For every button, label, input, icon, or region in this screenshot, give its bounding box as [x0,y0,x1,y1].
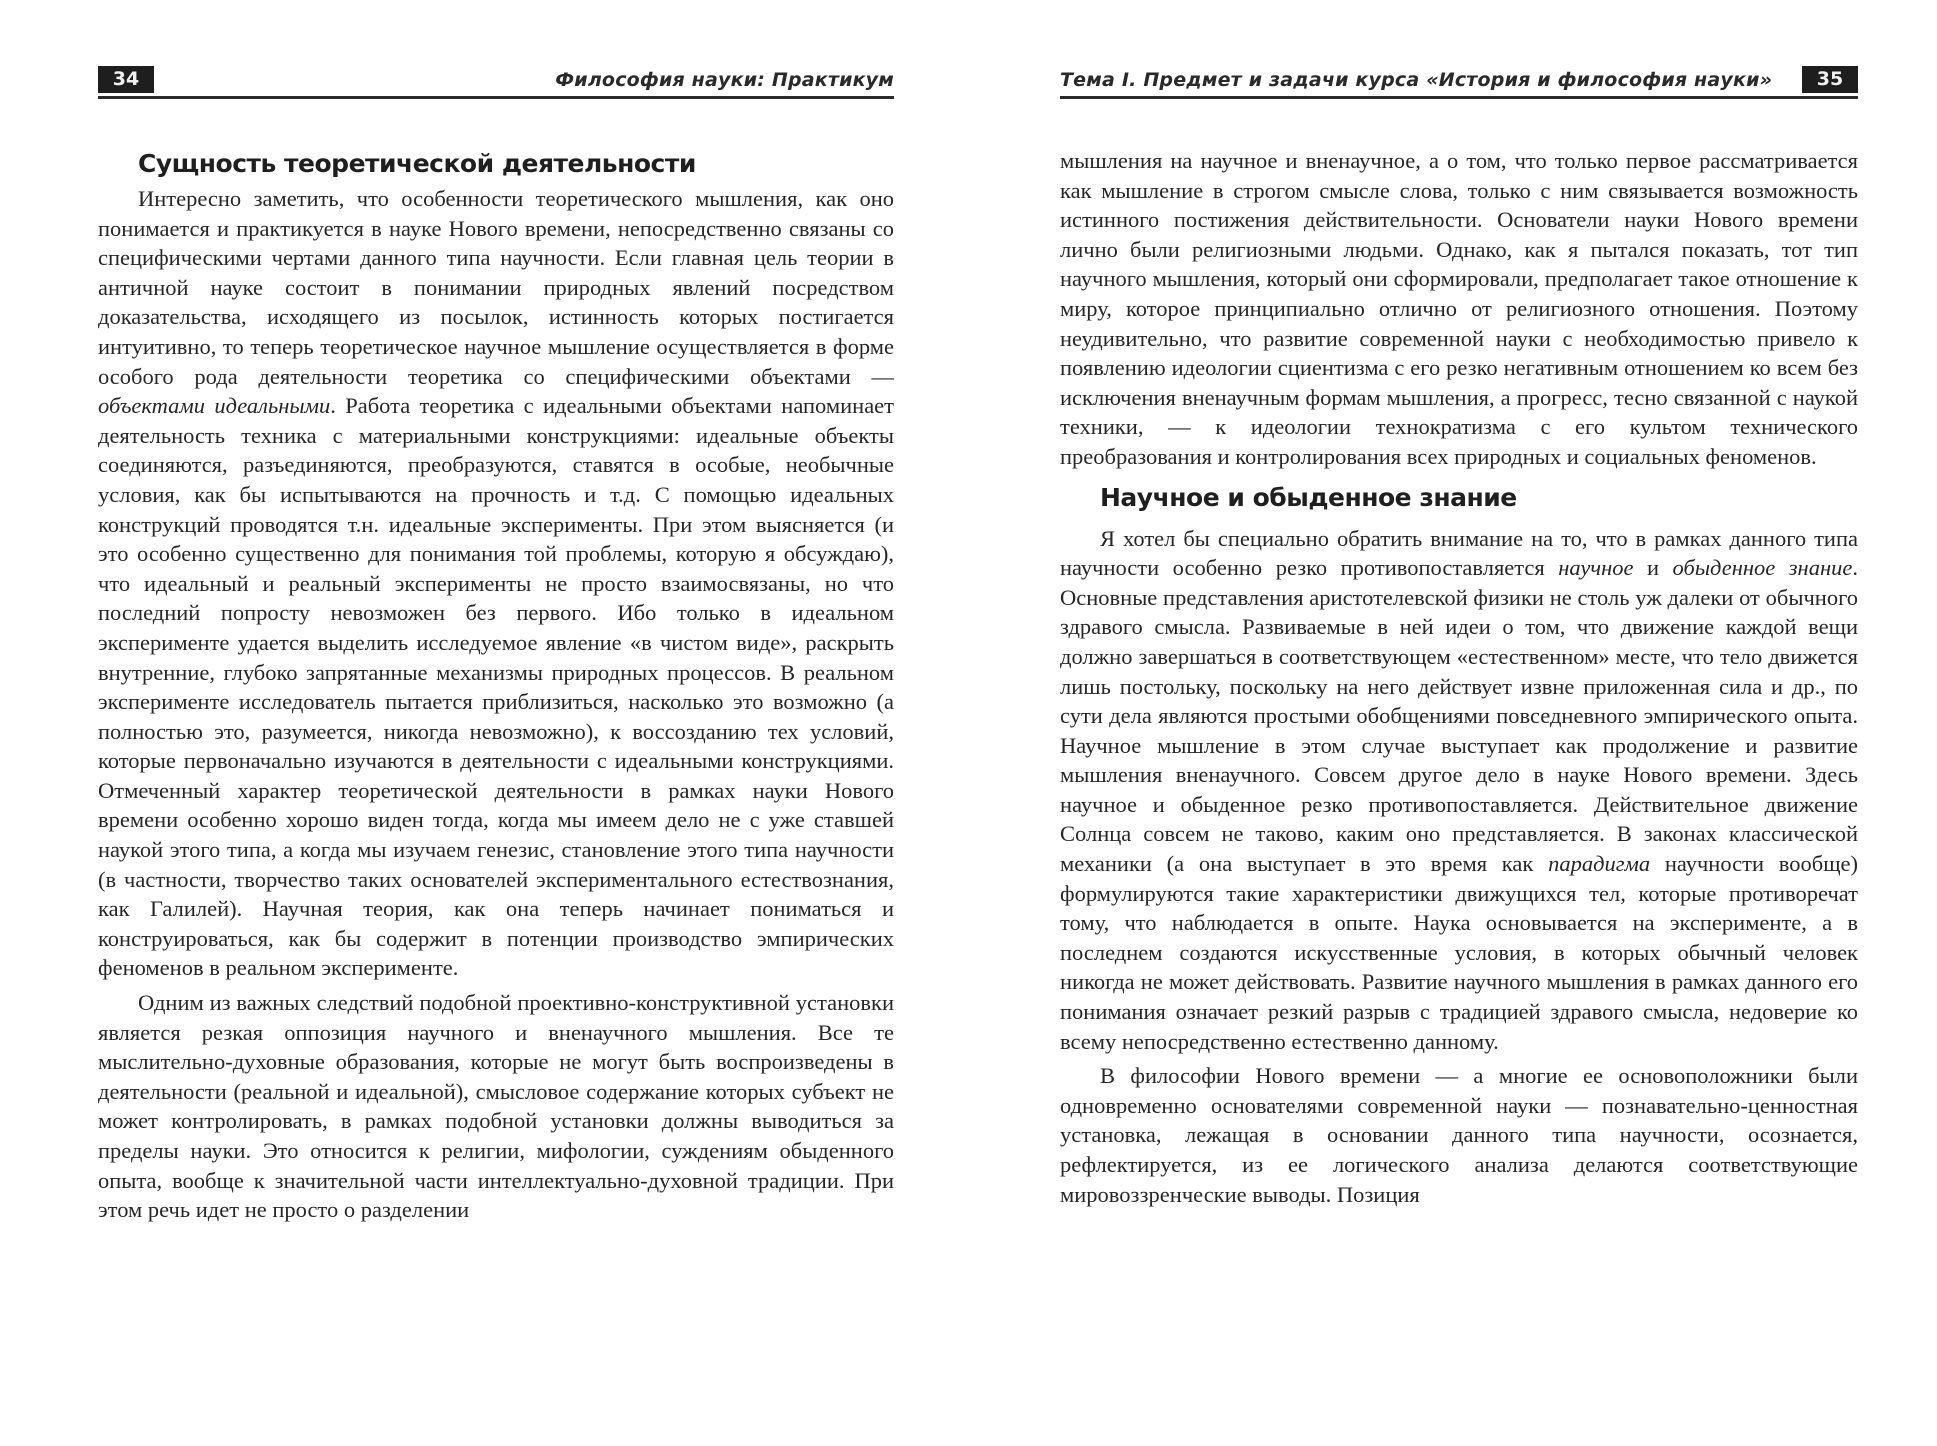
paragraph-scientific-vs-everyday [1060,524,1858,1057]
right-page-number: 35 [1802,66,1858,93]
right-page [968,0,1937,1446]
paragraph-text: . Основные представления аристотелевской физики не столь уж далеки от обычного здравого смысла. Развиваемые в ней идеи о том, что движение каждой вещи должно завершаться в соответствующем «естественном» месте, что тело движется лишь постольку, поскольку на него действует извне приложенная сила и др., по сути дела являются простыми обобщениями повседневного эмпирического опыта. Научное мышление в этом случае выступает как продолжение и развитие мышления вненаучного. Совсем другое дело в науке Нового времени. Здесь научное и обыденное резко противопоставляется. Действительное движение Солнца совсем не таково, каким оно представляется. В законах классической механики (а она выступает в это время как [1060,555,1858,877]
paragraph-continuation: мышления на научное и вненаучное, а о том, что только первое рассматривается как мышление в строгом смысле слова, только с ним связывается возможность истинного постижения действительности. Основатели науки Нового времени лично были религиозными людьми. Однако, как я пытался показать, тот тип научного мышления, который они сформировали, предполагает такое отношение к миру, которое принципиально отлично от религиозного отношения. Поэтому неудивительно, что развитие современной науки с необходимостью привело к появлению идеологии сциентизма с его резко негативным отношением ко всем без исключения вненаучным формам мышления, а прогресс, тесно связанной с наукой техники, — к идеологии технократизма с его культом технического преобразования и контролирования всех природных и социальных феноменов. [1060,148,1858,469]
paragraph-opposition: Одним из важных следствий подобной проективно-конструктивной установки является резкая оппозиция научного и вненаучного мышления. Все те мыслительно-духовные образования, которые не могут быть воспроизведены в деятельности (реальной и идеальной), смысловое содержание которых субъект не может контролировать, в рамках подобной установки должны выводиться за пределы науки. Это относится к религии, мифологии, суждениям обыденного опыта, вообще к значительной части интеллектуально-духовной традиции. При этом речь идет не просто о разделении [98,990,894,1223]
emphasis-scientific: научное [1558,555,1634,581]
right-running-title: Тема I. Предмет и задачи курса «История и философия науки» [1060,69,1773,91]
paragraph-text: научности вообще) формулируются такие характеристики движущихся тел, которые противоречат тому, что наблюдается в опыте. Наука основывается на эксперименте, а в последнем создаются искусственные условия, в которых обычный человек никогда не может действовать. Развитие научного мышления в рамках данного его понимания означает резкий разрыв с традицией здравого смысла, недоверие ко всему непосредственно естественно данному. [1060,851,1858,1054]
emphasis-everyday-knowledge: обыденное знание [1672,555,1853,581]
section-heading-theoretical-activity: Сущность теоретической деятельности [138,149,696,178]
paragraph-text: . Работа теоретика с идеальными объектами напоминает деятельность техника с материальными конструкциями: идеальные объекты соединяются, разъединяются, преобразуются, ставятся в особые, необычные условия, как бы испытываются на прочность и т.д. С помощью идеальных конструкций проводятся т.н. идеальные эксперименты. При этом выясняется (и это особенно существенно для понимания той проблемы, которую я обсуждаю), что идеальный и реальный эксперименты не просто взаимосвязаны, но что последний попросту невозможен без первого. Ибо только в идеальном эксперименте удается выделить исследуемое явление «в чистом виде», раскрыть внутренние, глубоко запрятанные механизмы природных процессов. В реальном эксперименте исследователь пытается приблизиться, насколько это возможно (а полностью это, разумеется, никогда невозможно), к воссозданию тех условий, которые первоначально изучаются в деятельности с идеальными конструкциями. Отмеченный характер теоретической деятельности в рамках науки Нового времени особенно хорошо виден тогда, когда мы имеем дело не с уже ставшей наукой этого типа, а когда мы изучаем генезис, становление этого типа научности (в частности, творчество таких основателей экспериментального естествознания, как Галилей). Научная теория, как она теперь начинает пониматься и конструироваться, как бы содержит в потенции производство эмпирических феноменов в реальном эксперименте. [98,393,894,981]
paragraph-text: Я хотел бы специально обратить внимание на то, что в рамках данного типа научности особенно резко противопоставляется [1060,525,1858,581]
right-running-head [1060,66,1858,99]
emphasis-paradigm: парадигма [1548,851,1651,877]
paragraph-theoretical-thinking [98,184,894,983]
left-running-head [98,66,894,99]
left-page-number: 34 [98,66,154,93]
paragraph-text: Интересно заметить, что особенности теоретического мышления, как оно понимается и практикуется в науке Нового времени, непосредственно связаны со специфическими чертами данного типа научности. Если главная цель теории в античной науке состоит в понимании природных явлений посредством доказательства, исходящего из посылок, истинность которых постигается интуитивно, то теперь теоретическое научное мышление осуществляется в форме особого рода деятельности теоретика со специфическими объектами — [98,186,894,389]
paragraph-text: и [1633,555,1673,581]
left-page [0,0,968,1446]
left-running-title: Философия науки: Практикум [555,69,894,91]
right-text-block [1060,146,1858,1209]
left-text-block [98,146,894,1225]
emphasis-ideal-objects: объектами идеальными [98,393,331,419]
paragraph-modern-philosophy: В философии Нового времени — а многие ее основоположники были одновременно основателями современной науки — познавательно-ценностная установка, лежащая в основании данного типа научности, осознается, рефлектируется, из ее логического анализа делаются соответствующие мировоззренческие выводы. Позиция [1060,1063,1858,1207]
section-heading-scientific-everyday: Научное и обыденное знание [1100,482,1517,512]
